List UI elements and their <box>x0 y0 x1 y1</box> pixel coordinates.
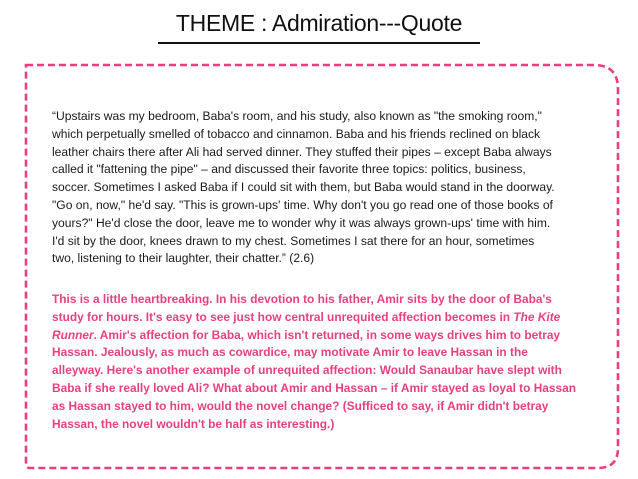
quote-line: yours?" He'd close the door, leave me to wonder why it was always grown-ups' time with him. <box>52 215 551 230</box>
book-title: The Kite <box>513 309 561 324</box>
commentary-line: This is a little heartbreaking. In his devotion to his father, Amir sits by the door of Baba's <box>52 292 552 306</box>
commentary-text: . Amir's affection for Baba, which isn't returned, in some ways drives him to betray <box>93 327 561 342</box>
book-title: Runner <box>52 327 94 342</box>
quote-block <box>52 108 592 268</box>
commentary-line <box>52 327 592 345</box>
commentary-line: as Hassan stayed to him, would the novel change? (Sufficed to say, if Amir didn't betray <box>52 398 549 413</box>
quote-line: which perpetually smelled of tobacco and cinnamon. Baba and his friends reclined on black <box>52 126 541 141</box>
commentary-line: Hassan, the novel wouldn't be half as interesting.) <box>52 416 335 431</box>
quote-line: soccer. Sometimes I asked Baba if I could sit with them, but Baba would stand in the doorway. <box>52 180 555 195</box>
commentary-line: alleyway. Here's another example of unrequited affection: Would Sanaubar have slept with <box>52 363 562 378</box>
quote-line: called it "fattening the pipe" – and discussed their favorite three topics: politics, business, <box>52 162 526 177</box>
commentary-block <box>52 291 592 433</box>
commentary-text: study for hours. It's easy to see just how central unrequited affection becomes in <box>52 309 514 324</box>
quote-line: two, listening to their laughter, their chatter.” (2.6) <box>52 251 315 266</box>
quote-line: "Go on, now," he'd say. "This is grown-ups' time. Why don't you go read one of those books of <box>52 197 553 212</box>
commentary-line: Hassan. Jealously, as much as cowardice, may motivate Amir to leave Hassan in the <box>52 345 528 360</box>
slide-title: THEME : Admiration---Quote <box>175 10 463 36</box>
commentary-line <box>52 309 592 327</box>
quote-line: “Upstairs was my bedroom, Baba's room, and his study, also known as "the smoking room," <box>52 109 542 123</box>
commentary-line: Baba if she really loved Ali? What about Amir and Hassan – if Amir stayed as loyal to Hassan <box>52 380 576 395</box>
quote-line: I'd sit by the door, knees drawn to my chest. Sometimes I sat there for an hour, sometimes <box>52 233 535 248</box>
quote-line: leather chairs there after Ali had served dinner. They stuffed their pipes – except Baba always <box>52 144 552 159</box>
